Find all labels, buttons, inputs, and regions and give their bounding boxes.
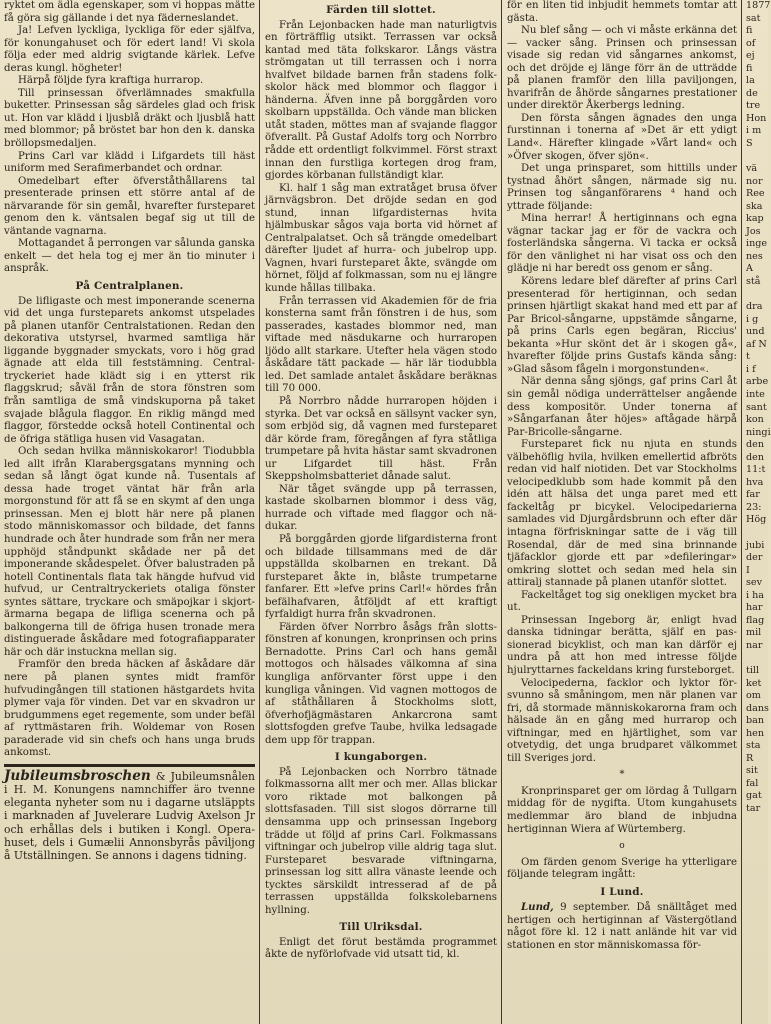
text-fragment: flag (746, 614, 765, 626)
text-fragment: vä (746, 163, 758, 175)
text-fragment: i ha (746, 589, 765, 601)
dateline: Lund, (521, 901, 554, 914)
paragraph: Den första sången ägnades den unga furstinnan i tonerna af »Det är ett ydigt Land«. Härefter klingade »Vårt land« och »Öfver skogen, öfver sjön«. (507, 112, 737, 162)
text-fragment: fal (746, 777, 759, 789)
text-fragment (746, 151, 768, 164)
text-fragment: i g (746, 313, 759, 325)
text-fragment: nar (746, 639, 763, 651)
text-fragment: hen (746, 727, 765, 739)
paragraph: Prinsessan Ingeborg är, enligt hvad danska tidningar berätta, själf en passionerad bicyklist, och man kan därför ej undra på att hon med intresse följde hjulryttarnes fackeldans kring fursteborget. (507, 614, 737, 676)
text-fragment: gat (746, 790, 762, 802)
text-fragment: sta (746, 740, 761, 752)
text-fragment: und (746, 326, 765, 338)
paragraph: Färden öfver Norrbro åsågs från slottsfönstren af konungen, kronprinsen och prins Bernadotte. Prins Carl och hans gemål mottogos och hälsades välkomna af sina kungliga anförvanter först uppe i den kungliga våningen. Vid vagnen mottogos de af ståthållaren å Stockholms slott, öfverhofjägmästaren Ankarcrona samt slottsfogden grefve Taube, hvilka ledsagade dem upp för trappan. (265, 621, 497, 746)
text-fragment (746, 289, 768, 302)
text-fragment: sant (746, 401, 767, 413)
text-fragment: sev (746, 577, 763, 589)
text-fragment: fi (746, 62, 753, 74)
text-fragment: Jos (746, 225, 761, 237)
section-heading: Färden till slottet. (326, 4, 436, 16)
text-fragment (746, 652, 768, 665)
text-fragment: inge (746, 238, 768, 250)
paragraph: Till prinsessan öfverlämnades smakfulla buketter. Prinsessan såg särdeles glad och frisk ut. Hon var klädd i ljusblå dräkt och ljusblå hatt med blommor; på bröstet bar hon den k. danska bröllopsmedaljen. (4, 87, 255, 150)
text-fragment: i f (746, 363, 756, 375)
text-fragment (746, 527, 768, 540)
text-fragment: t (746, 351, 750, 363)
text-fragment: 23: (746, 501, 762, 513)
text-fragment: R (746, 752, 754, 764)
paragraph: På Norrbro nådde hurraropen höjden i styrka. Det var också en sällsynt vacker syn, som erbjöd sig, då vagnen med fursteparet där körde fram, föregången af fyra ståtliga trumpetare på hvita hästar samt skvadronen ur Lifgardet till häst. Från Skeppsholmsbatteriet dånade salut. (265, 395, 497, 483)
text-fragment: arbe (746, 376, 769, 388)
paragraph: Ja! Lefven lyckliga, lyckliga för eder själfva, för konungahuset och för edert land! Vi skola följa eder med aldrig svigtande kärlek. Lefve deras kungl. högheter! (4, 25, 255, 74)
text-fragment: tre (746, 100, 761, 112)
column-divider (741, 0, 742, 1024)
text-fragment: kon (746, 414, 764, 426)
separator-asterisk: * (619, 769, 625, 781)
text-fragment: I (746, 564, 750, 576)
text-fragment: hva (746, 476, 764, 488)
paragraph: På borggården gjorde lifgardisterna front och bildade tillsammans med de där uppställda skolbarnen en trekant. Då fursteparet åkte in, blåste trumpetarne fanfarer. Ett »lefve prins Carl!« hördes från befälhafvaren, åtföljdt af ett kraftigt fyrfaldigt hurra från skvadronen. (265, 533, 497, 621)
paragraph: Mina herrar! Å hertiginnans och egna vägnar tackar jag er för de vackra och fosterländska sångerna. Vi tacka er också för den vänlighet ni har visat oss och den glädje ni har beredt oss genom er sång. (507, 213, 737, 275)
paragraph: När denna sång sjöngs, gaf prins Carl åt sin gemål nödiga underrättelser angående dess kompositör. Under tonerna af »Sångarfanan åter höjes» aftågade härpå Par-Bricolle-sångarne. (507, 376, 737, 438)
text-fragment: har (746, 602, 763, 614)
column-divider (259, 0, 260, 1024)
column-4-cropped (743, 0, 771, 1024)
text-fragment: stå (746, 276, 761, 288)
text-fragment: kap (746, 213, 764, 225)
text-fragment: Hög (746, 514, 767, 526)
text-fragment: ska (746, 200, 763, 212)
text-fragment: inte (746, 388, 765, 400)
paragraph: Kronprinsparet ger om lördag å Tullgarn middag för de nygifta. Utom kungahusets medlemmar äro bland de inbjudna hertiginnan Wiera af Würtemberg. (507, 785, 737, 835)
paragraph: Från terrassen vid Akademien för de fria konsterna samt från fönstren i de hus, som passerades, kastades blommor ned, man viftade med näsdukarne och hurraropen ljödo allt starkare. Utefter hela vägen stodo åskådare tätt packade — här lär tiodubbla led. Det samlade antalet åskådare beräknas till 70 000. (265, 295, 497, 395)
column-3 (503, 0, 741, 1024)
text-fragment: tar (746, 803, 761, 814)
paragraph: Härpå följde fyra kraftiga hurrarop. (18, 75, 204, 87)
paragraph: Velocipederna, facklor och lyktor försvunno så småningom, men när planen var fri, då stormade människokarorna fram och hälsade än en gång med hurrarop och viftningar, med en hjärtlighet, som var otvetydig, det unga brudparet välkommet till Sveriges jord. (507, 677, 737, 764)
separator-ornament: o (619, 841, 625, 852)
text-fragment: 1877 (746, 0, 771, 11)
text-fragment: nes (746, 250, 763, 262)
text-fragment: mil (746, 627, 762, 639)
text-fragment: Hon (746, 112, 767, 124)
text-fragment: sit (746, 765, 758, 777)
text-fragment: i m (746, 125, 762, 137)
column-2 (261, 0, 501, 1024)
text-fragment: fi (746, 25, 753, 37)
paragraph: Omedelbart efter öfverståthållarens tal presenterade prinsen ett större antal af de närvarande för sin gemål, hvarefter fursteparet genom den k. väntsalen begaf sig ut till de väntande vagnarna. (4, 175, 255, 237)
paragraph: Mottagandet å perrongen var sålunda ganska enkelt — det hela tog ej mer än tio minuter i anspråk. (4, 238, 255, 275)
advertisement-title: Jubileumsbroschen (4, 767, 151, 784)
text-fragment: sat (746, 12, 761, 24)
column-divider (501, 0, 502, 1024)
text-fragment: nor (746, 175, 763, 187)
text-fragment: om (746, 690, 761, 702)
paragraph: Enligt det förut bestämda programmet åkte de nyförlofvade vid utsatt tid, kl. (265, 936, 497, 961)
column-1 (0, 0, 259, 1024)
section-heading: I kungaborgen. (334, 751, 428, 764)
paragraph: Prins Carl var klädd i Lifgardets till häst uniform med Serafimerbandet och ordnar. (4, 150, 255, 175)
section-heading: Till Ulriksdal. (339, 921, 423, 934)
paragraph (507, 901, 737, 952)
paragraph: Nu blef sång — och vi måste erkänna det — vacker sång. Prinsen och prinsessan visade sig redan vid sångarnes ankomst, och det dröjde ej länge förr än de utträdde på planen framför den lilla paviljongen, hvarifrån de åhörde sångarnes prestationer under direktör Åkerbergs ledning. (507, 25, 737, 112)
paragraph: Fackeltåget tog sig onekligen mycket bra ut. (507, 589, 737, 614)
section-heading: I Lund. (600, 885, 644, 898)
text-fragment: far (746, 489, 760, 501)
paragraph: Från Lejonbacken hade man naturligtvis en förträfflig utsikt. Terrassen var också kantad med täta folkskaror. Långs västra strömgatan ut till terrassen och i norra hvalfvet bildade barnen från stadens folkskolor häck med blommor och flaggor i händerna. Äfven inne på borggården voro skolbarn uppställda. Och vände man blicken utåt staden, möttes man af svajande flaggor öfverallt. På Gustaf Adolfs torg och Norrbro rådde ett ordentligt folkvimmel. Först straxt innan den furstliga kortegen drog fram, gjordes körbanan fullständigt klar. (265, 19, 497, 182)
text-fragment: ban (746, 715, 765, 727)
advertisement-text: & Jubileumsnålen i H. M. Konungens namnchiffer äro tvenne eleganta nyheter som nu i dagarne utsläppts i marknaden af Juvelerare Ludvig Axelson Jr och erhållas dels i butiken i Kongl. Operahuset, dels i Gumælii Annonsbyrås påviljong å Utställningen. Se annons i dagens tidning. (4, 769, 255, 863)
paragraph: Körens ledare blef därefter af prins Carl presenterad för hertiginnan, och sedan prinsen hjärtligt skakat hand med ett par af Par Bricol-sångarne, uppstämde sångarne, på prins Carls egen begäran, Riccius' bekanta »Hur skönt det är i skogen gå«, hvarefter följde prins Gustafs kända sång: »Glad såsom fågeln i morgonstunden«. (507, 276, 737, 375)
dateline-text: 9 september. Då snälltåget med hertigen och hertiginnan af Västergötland något före kl. 12 i natt anlände hit var vid stationen en stor människomassa för- (507, 902, 737, 951)
paragraph: Om färden genom Sverige ha ytterligare följande telegram ingått: (507, 856, 737, 881)
text-fragment: der (746, 552, 763, 564)
text-fragment: Ree (746, 188, 765, 200)
text-fragment: de (746, 87, 758, 99)
text-fragment: ej (746, 50, 755, 62)
text-fragment: of (746, 37, 756, 49)
text-fragment: S (746, 138, 753, 150)
paragraph: Fursteparet fick nu njuta en stunds välbehöflig hvila, hvilken emellertid afbröts redan vid half niotiden. Det var Stockholms velocipedklubb som hade kommit på den idén att hälsa det unga paret med ett fackeltåg pr bicykel. Velocipedarierna samlades vid Djurgårdsbrunn och efter där intagna förfriskningar satte de i väg till Rosendal, där de med sina brinnande tjäfacklor gjorde ett par »defileringar» omkring slottet och sedan med hela sin attiralj stannade på planen utanför slottet. (507, 439, 737, 589)
text-fragment: af N (746, 338, 767, 350)
text-fragment: den (746, 451, 764, 463)
text-fragment: dans (746, 702, 769, 714)
text-fragment: ningi (746, 426, 771, 438)
paragraph: ryktet om ädla egenskaper, som vi hoppas mätte få göra sig gällande i det nya fäderneslandet. (4, 0, 255, 24)
paragraph: På Lejonbacken och Norrbro tätnade folkmassorna allt mer och mer. Allas blickar voro riktade mot balkongen på slottsfasaden. Till sist slogos dörrarne till densamma upp och prinsessan Ingeborg trädde ut följd af prins Carl. Folkmassans viftningar och jubelrop ville aldrig taga slut. Fursteparet besvarade viftningarna, prinsessan log sitt allra vänaste leende och tycktes särskildt intresserad af de på terrassen uppställda folkskolebarnens hyllning. (265, 766, 497, 916)
text-fragment: A (746, 263, 753, 275)
paragraph: Kl. half 1 såg man extratåget brusa öfver järnvägsbron. Det dröjde sedan en god stund, innan lifgardisternas hvita hjälmbuskar sågos vaja borta vid hörnet af Centralpalatset. Och så trängde omedelbart därefter ljudet af hurra- och jubelrop upp. Vagnen, hvari fursteparet åkte, svängde om hörnet, följd af folkmassan, som nu ej längre kunde hållas tillbaka. (265, 182, 497, 295)
paragraph: Det unga prinsparet, som hittills under tystnad åhört sången, närmade sig nu. Prinsen tog sånganförarens ⁴ hand och yttrade följande: (507, 163, 737, 212)
text-fragment: dra (746, 301, 763, 313)
paragraph: Och sedan hvilka människokaror! Tiodubbla led allt ifrån Klarabergsgatans mynning och sedan så långt ögat kunde nå. Tusentals af dessa hade troget väntat här från arla morgonstund för att få se en skymt af den unga prinsessan. Men ej blott här nere på planen stodo människomassor och bildade, det fanns hundrade och åter hundrade som från ner mera upphöjd ståndpunkt skådade ner på det imponerande skådespelet. Öfver balustraden på hotell Continentals flata tak hängde hufvud vid hufvud, ur Centraltryckeriets otaliga fönster syntes sättare, tryckare och smäpojkar i skjortärmarna begapa de lifliga scenerna och på balkongerna till de öfriga husen tronade mera distinguerade åskådare med fotografiapparater här och där instuckna mellan sig. (4, 446, 255, 658)
section-divider (4, 764, 255, 767)
text-fragment: jubi (746, 539, 765, 551)
section-heading: På Centralplanen. (75, 280, 184, 293)
text-fragment: ket (746, 677, 762, 689)
text-fragment: 11:t (746, 464, 766, 476)
paragraph: När tåget svängde upp på terrassen, kastade skolbarnen blommor i dess väg, hurrade och viftade med flaggor och nädukar. (265, 483, 497, 533)
text-fragment: den (746, 439, 764, 451)
paragraph: för en liten tid inbjudit hemmets tomtar att gästa. (507, 0, 737, 24)
text-fragment: la (746, 75, 755, 87)
paragraph: De lifligaste och mest imponerande scenerna vid det unga fursteparets ankomst utspelades på planen utanför Centralstationen. Redan den dekorativa utstyrsel, hvarmed samtliga här liggande byggnader smyckats, voro i hög grad ägnade att elda till feststämning. Centraltryckeriet hade klädt sig i en ytterst rik flaggskrud; såväl från de stora fönstren som från samtliga de små vindskuporna på taket svajade blågula flaggor. En riklig mängd med flaggor, förstedde också hotell Continental och de öfriga stätliga husen vid Vasagatan. (4, 295, 255, 445)
text-fragment: till (746, 664, 760, 676)
advertisement (4, 767, 255, 863)
paragraph: Framför den breda häcken af åskådare där nere på planen syntes midt framför hufvudingången till stationen hästgardets hvita plymer vaja för vinden. Det var en skvadron ur brudgummens eget regemente, som under befäl af ryttmästaren frih. Woldemar von Rosen paraderade vid sin chefs och hans unga bruds ankomst. (4, 659, 255, 759)
